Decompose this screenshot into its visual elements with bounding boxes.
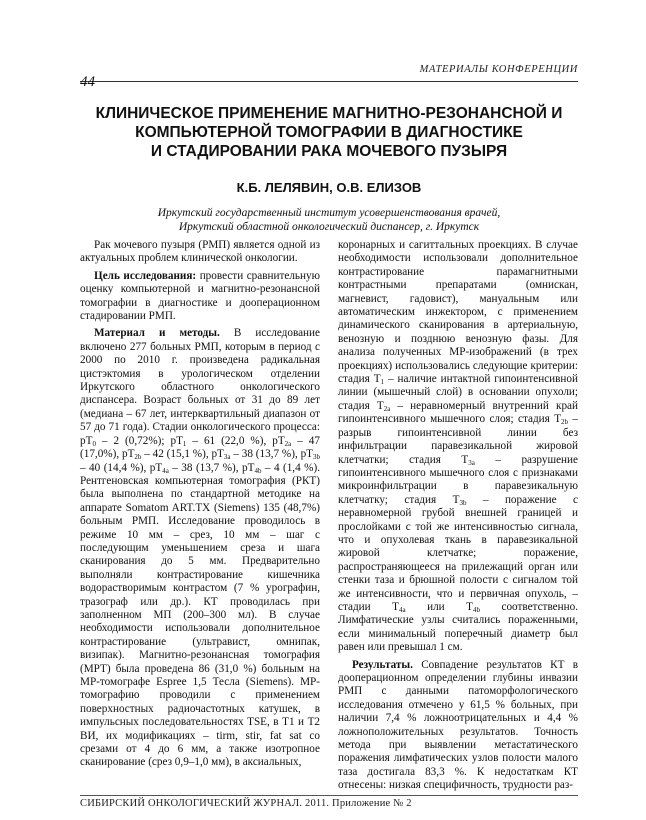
stage-sub: 4a bbox=[162, 466, 169, 475]
stage-sub: 1 bbox=[182, 439, 187, 448]
article-title bbox=[80, 104, 578, 161]
stage-sub: 4b bbox=[254, 466, 262, 475]
stage-sub: 1 bbox=[380, 378, 385, 387]
methods-label: Материал и методы. bbox=[94, 327, 220, 340]
intro-paragraph: Рак мочевого пузыря (РМП) является одной из актуальных проблем клинической онкологии. bbox=[80, 239, 320, 265]
stage-text: – 2 (0,72%); pT bbox=[95, 434, 183, 447]
criteria-text: соответственно. Лимфатические узлы считались пораженными, если минимальный поперечный диаметр был равен или превышал 1 см. bbox=[338, 600, 578, 654]
stage-text: – 4 (1,4 %). bbox=[261, 461, 320, 474]
stage-sub: 0 bbox=[92, 439, 96, 448]
aim-paragraph bbox=[80, 270, 320, 324]
header-rule bbox=[80, 81, 578, 82]
title-line: КОМПЬЮТЕРНОЙ ТОМОГРАФИИ В ДИАГНОСТИКЕ bbox=[135, 124, 523, 141]
results-label: Результаты. bbox=[352, 658, 413, 671]
aim-label: Цель исследования: bbox=[94, 269, 197, 282]
criteria-text: – поражение с неравномерной грубой внешней границей и прослойками с той же интенсивностью сигнала, что и опухолевая ткань в паравезикальной жировой клетчатке; поражение, распространяющееся на прилежащий орган или стенки таза и брюшной полости с сигналом той же интенсивности, что и первичная опухоль, – стадии T bbox=[338, 493, 579, 613]
stage-sub: 3b bbox=[313, 453, 321, 462]
page-number: 44 bbox=[80, 74, 95, 90]
criteria-text: – неравномерный внутренний край гипоинтенсивного мышечного слоя; стадия T bbox=[338, 399, 578, 426]
criteria-paragraph bbox=[338, 239, 578, 655]
stage-text: – 38 (13,7 %), pT bbox=[230, 448, 314, 461]
left-column bbox=[80, 239, 320, 774]
stage-sub: 3a bbox=[468, 458, 475, 467]
title-line: КЛИНИЧЕСКОЕ ПРИМЕНЕНИЕ МАГНИТНО-РЕЗОНАНСНОЙ И bbox=[95, 105, 563, 122]
criteria-text: – разрыв гипоинтенсивной линии без инфильтрации паравезикальной жировой клетчатки; стадия T bbox=[338, 413, 579, 466]
methods-text: Рентгеновская компьютерная томография (РКТ) была выполнена по стандартной методике на аппарате Somatom ART.TX (Siemens) 135 (48,7%) больным РМП. Исследование проводилось в режиме 10 мм – срез, 10 мм – шаг с последующим уменьшением среза и шага сканирования до 5 мм. Предварительно выполняли контрастирование кишечника водорастворимым контрастом (7 % урографин, тразограф или др.). КТ проводилась при заполненном МП (200–300 мл). В случае необходимости использовали дополнительное контрастирование (ультравист, омнипак, визипак). Магнитно-резонансная томография (МРТ) была проведена 86 (31,0 %) больным на МР-томографе Espree 1,5 Тесла (Siemens). МР-томографию проводили с применением поверхностных радиочастотных катушек, в импульсных последовательностях TSE, в T1 и T2 ВИ, их модификациях – tirm, stir, fat sat со срезами от 4 до 6 мм, а также изотропное сканирование (срез 0,9–1,0 мм), в аксиальных, bbox=[80, 474, 320, 769]
stage-text: – 47 (17,0%), pT bbox=[80, 434, 320, 461]
journal-footer: СИБИРСКИЙ ОНКОЛОГИЧЕСКИЙ ЖУРНАЛ. 2011. Приложение № 2 bbox=[80, 798, 412, 809]
results-paragraph bbox=[338, 659, 578, 793]
stage-sub: 3a bbox=[223, 453, 231, 462]
aim-text: провести сравнительную оценку компьютерной и магнитно-резонансной томографии в диагностике и дооперационном стадировании РМП. bbox=[80, 269, 320, 323]
stage-sub: 2a bbox=[383, 404, 391, 413]
footer-rule bbox=[80, 795, 578, 796]
criteria-text: – разрушение гипоинтенсивного мышечного слоя с признаками микроинфильтрации в паравезикальную клетчатку; стадия T bbox=[338, 453, 578, 506]
stage-text: – 61 (22,0 %), pT bbox=[186, 434, 285, 447]
title-line: И СТАДИРОВАНИИ РАКА МОЧЕВОГО ПУЗЫРЯ bbox=[150, 143, 508, 160]
stage-sub: 2b bbox=[561, 418, 569, 427]
right-column bbox=[338, 239, 578, 797]
affiliations bbox=[80, 206, 578, 234]
running-title: МАТЕРИАЛЫ КОНФЕРЕНЦИИ bbox=[419, 64, 578, 75]
article-authors: К.Б. ЛЕЛЯВИН, О.В. ЕЛИЗОВ bbox=[236, 180, 422, 195]
stage-text: – 40 (14,4 %), pT bbox=[80, 461, 163, 474]
results-text: Совпадение результатов КТ в дооперационном определении глубины инвазии РМП с данными патоморфологического исследования отмечено у 61,5 % больных, при наличии 7,4 % ложноотрицательных и 4,4 % ложноположительных результатов. Точность метода при выявлении метастатического поражения лимфатических узлов полости малого таза достигала 83,3 %. К недостаткам КТ отнесены: низкая специфичность, трудности раз- bbox=[338, 658, 578, 792]
criteria-text: или T bbox=[405, 600, 473, 613]
criteria-text: – наличие интактной гипоинтенсивной линии (мышечный слой) в основании опухоли; стадия T bbox=[338, 373, 579, 412]
criteria-text: коронарных и сагиттальных проекциях. В случае необходимости использовали дополнительное контрастирование парамагнитными контрастными препаратами (омнискан, магневист, гадовист), мануальным или автоматическим инжектором, с применением динамического сканирования в артериальную, венозную и позднюю венозную фазы. Для анализа полученных МР-изображений (в трех проекциях) использовались следующие критерии: стадия T bbox=[338, 239, 578, 386]
stage-sub: 4b bbox=[472, 605, 480, 614]
stage-sub: 4a bbox=[398, 605, 406, 614]
methods-paragraph bbox=[80, 327, 320, 769]
stage-sub: 3b bbox=[459, 498, 467, 507]
methods-text: В исследование включено 277 больных РМП, которым в период с 2000 по 2010 г. произведена радикальная цистэктомия в урологическом отделении Иркутского областного онкологического диспансера. Возраст больных от 31 до 89 лет (медиана – 67 лет, интерквартильный диапазон от 57 до 71 года). Стадии онкологического процесса: pT bbox=[80, 327, 320, 447]
stage-sub: 2a bbox=[284, 439, 292, 448]
affiliation-line: Иркутский областной онкологический диспансер, г. Иркутск bbox=[178, 221, 480, 233]
stage-sub: 2b bbox=[134, 453, 142, 462]
affiliation-line: Иркутский государственный институт усовершенствования врачей, bbox=[157, 207, 501, 219]
stage-text: – 38 (13,7 %), pT bbox=[168, 461, 255, 474]
stage-text: – 42 (15,1 %), pT bbox=[141, 448, 224, 461]
